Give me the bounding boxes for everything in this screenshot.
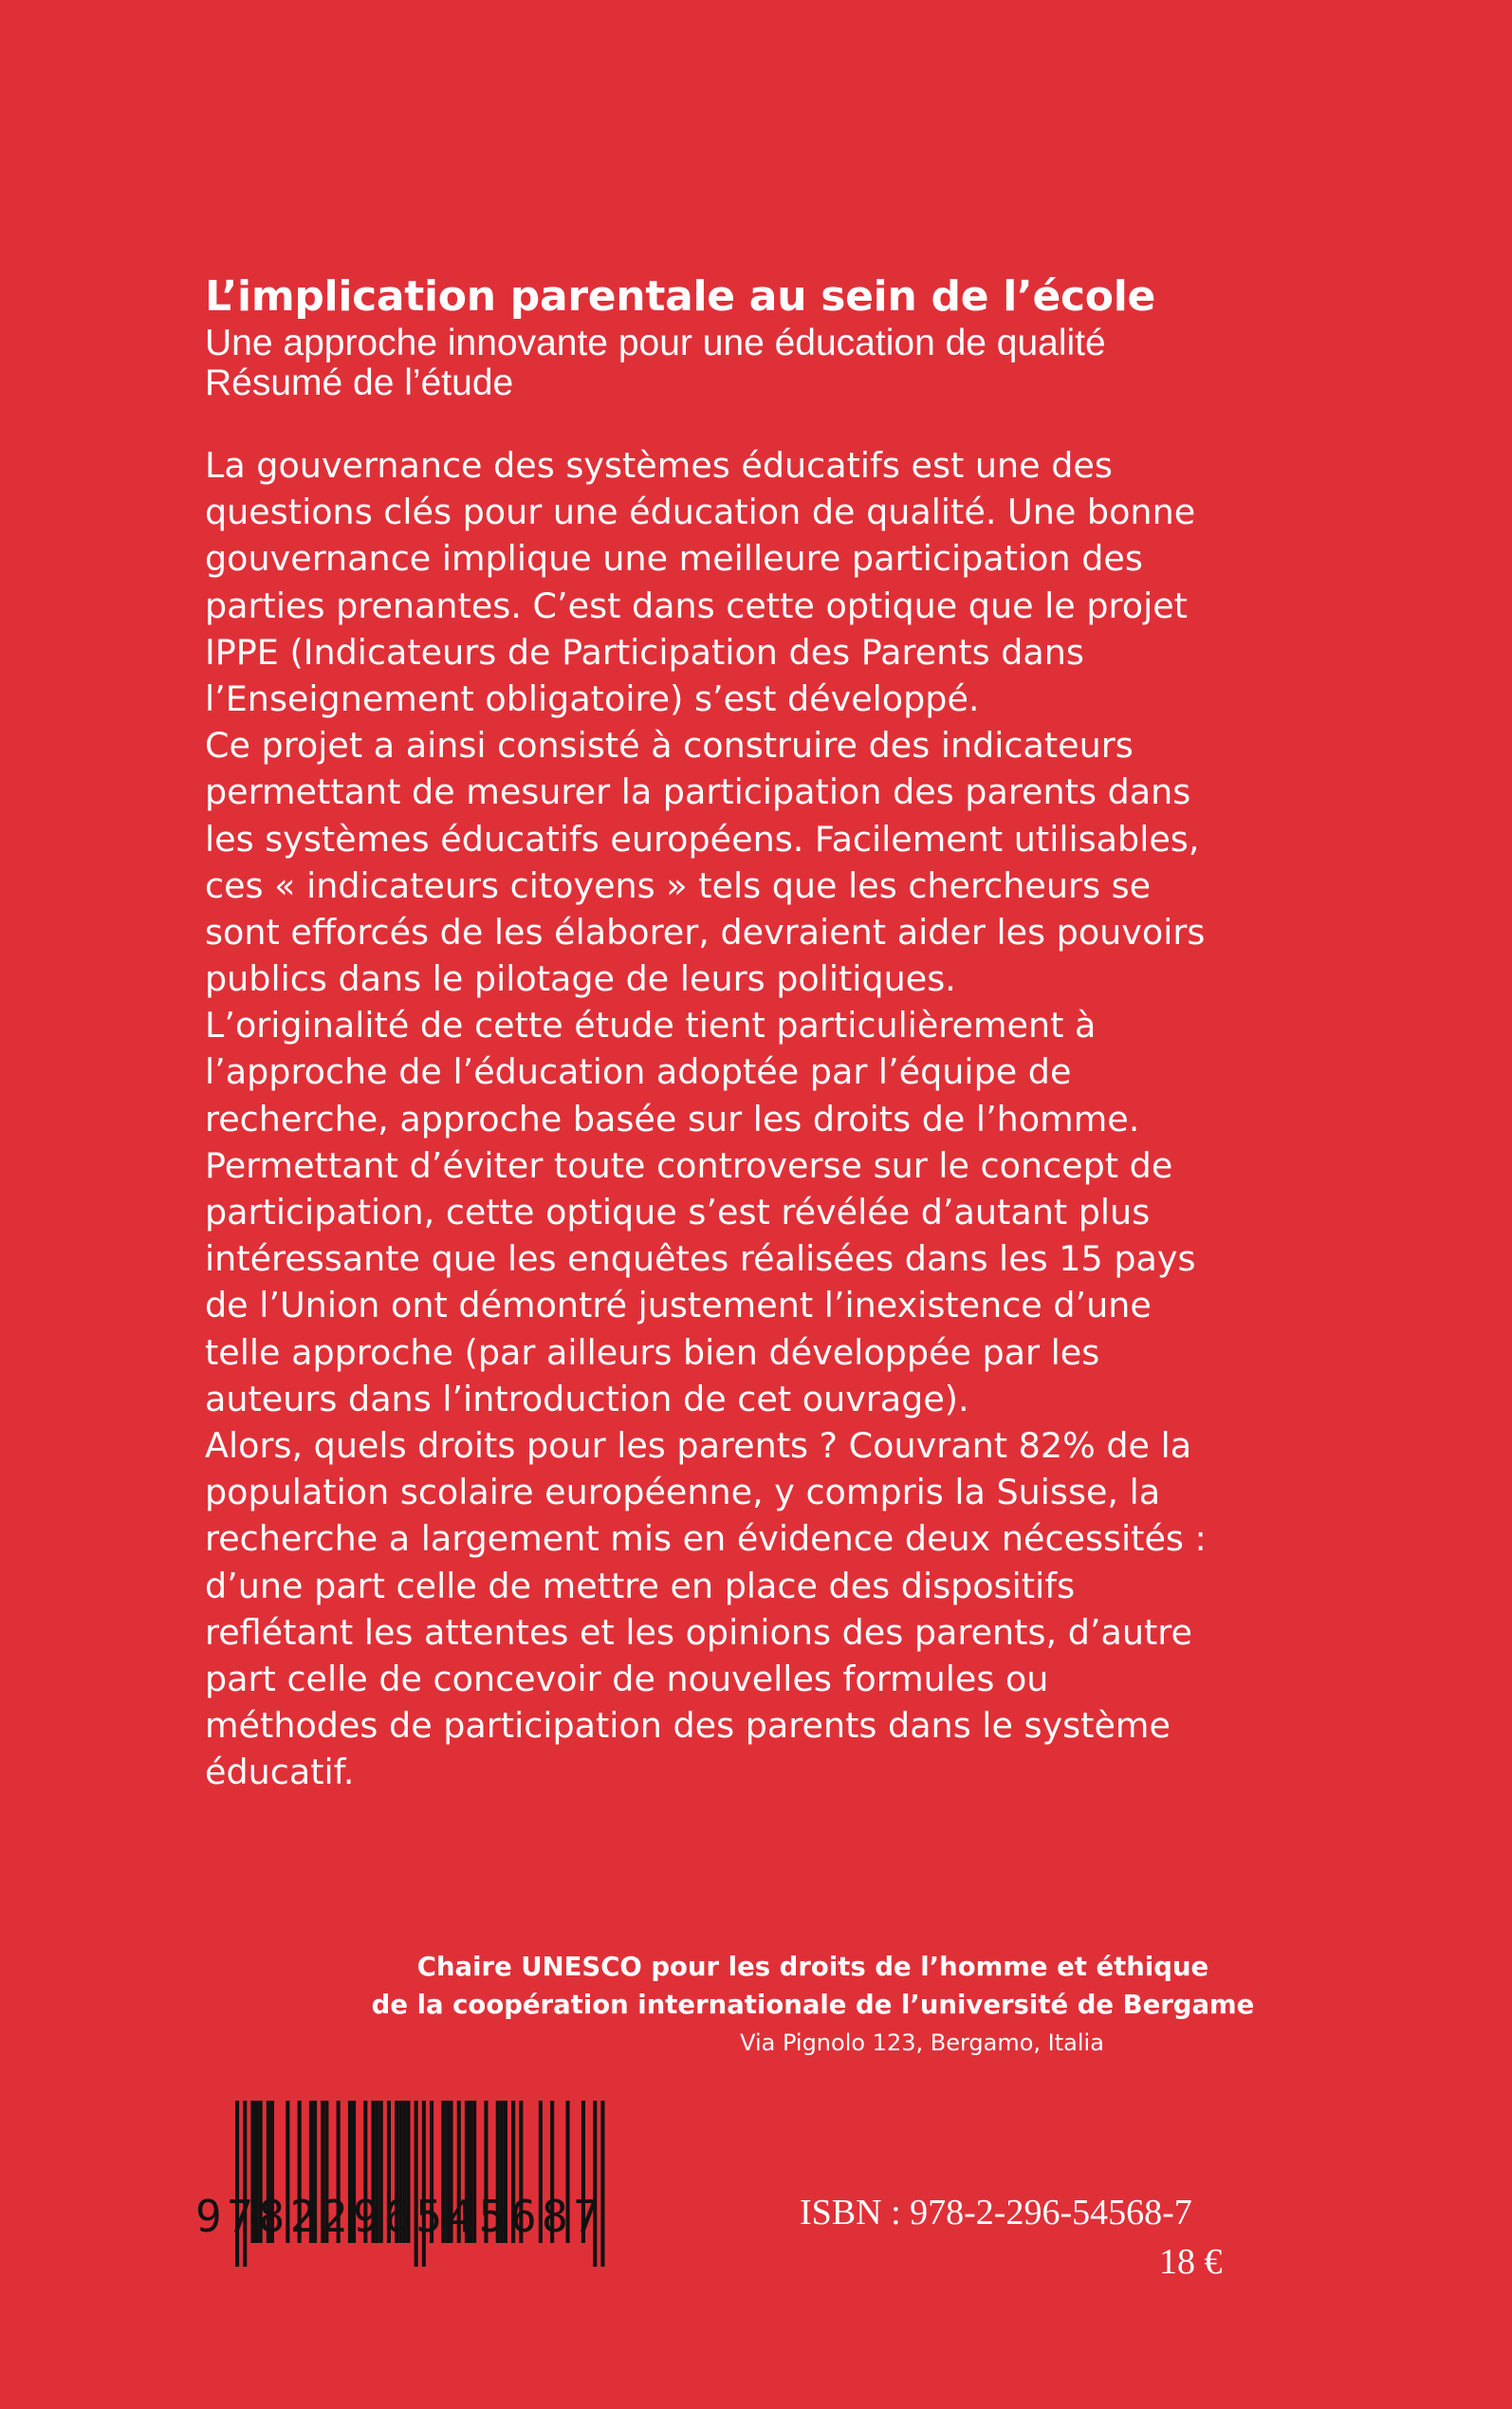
summary-line: Alors, quels droits pour les parents ? Couvrant 82% de la <box>205 1424 1192 1466</box>
barcode-digits: 9782296545687 <box>195 2191 605 2242</box>
summary-line: de l’Union ont démontré justement l’inexistence d’une <box>205 1285 1152 1326</box>
book-subtitle: Une approche innovante pour une éducation de qualité <box>205 323 1106 363</box>
affiliation-line-1: Chaire UNESCO pour les droits de l’homme et éthique <box>416 1952 1209 1982</box>
affiliation-line-2: de la coopération internationale de l’université de Bergame <box>371 1990 1255 2020</box>
summary-line: telle approche (par ailleurs bien développée par les <box>205 1331 1100 1373</box>
summary-line: reflétant les attentes et les opinions des parents, d’autre <box>205 1611 1192 1653</box>
summary-line: participation, cette optique s’est révélée d’autant plus <box>205 1192 1151 1232</box>
summary-line: auteurs dans l’introduction de cet ouvrage). <box>205 1378 969 1419</box>
affiliation-block <box>0 1948 1512 2062</box>
book-title: L’implication parentale au sein de l’école <box>205 272 1156 321</box>
summary-line: part celle de concevoir de nouvelles formules ou <box>205 1658 1049 1699</box>
summary-line: éducatif. <box>205 1751 355 1793</box>
summary-line: parties prenantes. C’est dans cette optique que le projet <box>205 584 1188 626</box>
summary-line: sont efforcés de les élaborer, devraient aider les pouvoirs <box>205 911 1206 953</box>
summary-line: recherche a largement mis en évidence deux nécessités : <box>205 1518 1207 1560</box>
summary-label: Résumé de l’étude <box>205 362 514 403</box>
summary-line: Ce projet a ainsi consisté à construire des indicateurs <box>205 725 1134 767</box>
summary-line: méthodes de participation des parents dans le système <box>205 1705 1171 1747</box>
isbn: ISBN : 978-2-296-54568-7 <box>800 2193 1192 2233</box>
summary-line: publics dans le pilotage de leurs politiques. <box>205 958 956 1000</box>
affiliation-address: Via Pignolo 123, Bergamo, Italia <box>740 2029 1104 2056</box>
summary-line: population scolaire européenne, y compris la Suisse, la <box>205 1472 1161 1513</box>
summary-line: gouvernance implique une meilleure participation des <box>205 538 1143 580</box>
summary-line: l’approche de l’éducation adoptée par l’équipe de <box>205 1051 1072 1093</box>
summary-line: questions clés pour une éducation de qualité. Une bonne <box>205 491 1196 533</box>
price: 18 € <box>1159 2242 1223 2282</box>
summary-line: les systèmes éducatifs européens. Facilement utilisables, <box>205 818 1200 860</box>
summary-line: L’originalité de cette étude tient particulièrement à <box>205 1005 1097 1047</box>
summary-line: d’une part celle de mettre en place des dispositifs <box>205 1565 1076 1606</box>
summary-line: recherche, approche basée sur les droits de l’homme. <box>205 1098 1140 1140</box>
summary-text <box>205 442 1324 1795</box>
summary-line: permettant de mesurer la participation des parents dans <box>205 771 1191 813</box>
summary-line: IPPE (Indicateurs de Participation des Parents dans <box>205 631 1084 673</box>
summary-line: intéressante que les enquêtes réalisées dans les 15 pays <box>205 1238 1196 1280</box>
summary-line: Permettant d’éviter toute controverse sur le concept de <box>205 1144 1173 1186</box>
summary-line: La gouvernance des systèmes éducatifs est une des <box>205 445 1113 486</box>
summary-line: l’Enseignement obligatoire) s’est développé. <box>205 677 980 719</box>
summary-line: ces « indicateurs citoyens » tels que les chercheurs se <box>205 864 1152 906</box>
